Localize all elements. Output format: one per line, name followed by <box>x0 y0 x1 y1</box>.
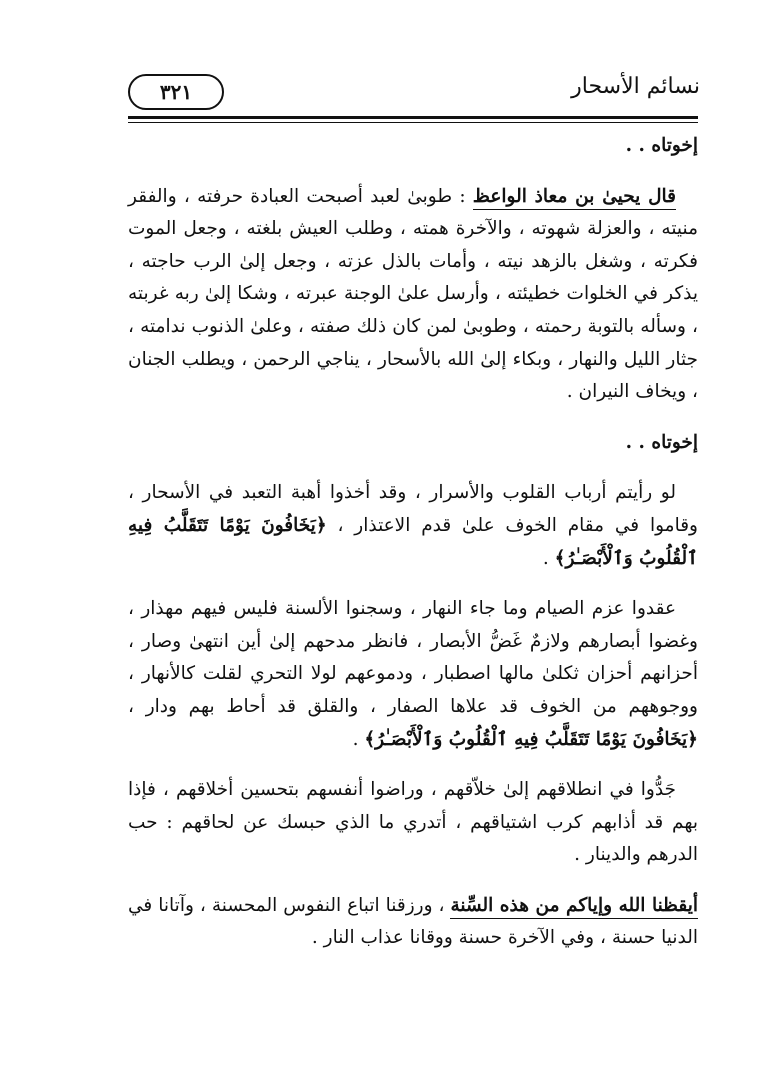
spacer <box>128 575 698 593</box>
section-heading: إخوتاه . . <box>625 135 698 156</box>
paragraph-jaddu: جَدُّوا في انطلاقهم إلىٰ خلاّقهم ، وراضوا أنفسهم بتحسين أخلاقهم ، فإذا بهم قد أذابهم كرب اشتياقهم ، أتدري ما الذي حبسك عن لحاقهم : حب الدرهم والدينار . <box>128 779 698 866</box>
paragraph-yahya-quote <box>128 181 698 409</box>
paragraph-dua <box>128 890 698 955</box>
spacer <box>128 409 698 427</box>
quran-verse: ﴿يَخَافُونَ يَوْمًا تَتَقَلَّبُ فِيهِ ٱلْقُلُوبُ وَٱلْأَبْصَـٰرُ﴾ <box>128 514 698 569</box>
running-title: نسائم الأسحار <box>571 74 700 99</box>
header-rule-thin <box>128 122 698 123</box>
spacer <box>128 872 698 890</box>
paragraph-arbab-al-qulub <box>128 477 698 575</box>
paragraph-text: عقدوا عزم الصيام وما جاء النهار ، وسجنوا الألسنة فليس فيهم مهذار ، وغضوا أبصارهم ولازمٌ غَضُّ الأبصار ، فانظر مدحهم إلىٰ أين انتهىٰ وصار ، أحزانهم أحزان ثكلىٰ مالها اصطبار ، ودموعهم لولا التحري لقلت كالأنهار ، ووجوههم من الخوف قد علاها الصفار ، والقلق قد أحاط بهم ودار ، <box>128 598 698 717</box>
paragraph-aqadu <box>128 593 698 756</box>
underlined-phrase: أيقظنا الله وإياكم من هذه السِّنة <box>450 895 698 919</box>
section-heading: إخوتاه . . <box>625 431 698 453</box>
paragraph-text: . <box>542 547 555 569</box>
underlined-phrase: قال يحيىٰ بن معاذ الواعظ <box>473 186 676 210</box>
paragraph-text: ، ورزقنا اتباع النفوس المحسنة ، وآتانا في الدنيا حسنة ، وفي الآخرة حسنة ووقانا عذاب النار . <box>128 894 698 949</box>
paragraph-text: . <box>352 728 365 750</box>
quran-verse: ﴿يَخَافُونَ يَوْمًا تَتَقَلَّبُ فِيهِ ٱلْقُلُوبُ وَٱلْأَبْصَـٰرُ﴾ <box>364 728 698 750</box>
paragraph-text: : طوبىٰ لعبد أصبحت العبادة حرفته ، والفقر منيته ، والعزلة شهوته ، والآخرة همته ، وطلب العيش بلغته ، وجعل الموت فكرته ، وشغل بالزهد نيته ، وأمات بالذل عزته ، وجعل إلىٰ الرب حاجته ، يذكر في الخلوات خطيئته ، وأرسل علىٰ الوجنة عبرته ، وشكا إلىٰ ربه غربته ، وسأله بالتوبة رحمته ، وطوبىٰ لمن كان ذلك صفته ، وعلىٰ الذنوب ندامته ، جثار الليل والنهار ، وبكاء إلىٰ الله بالأسحار ، يناجي الرحمن ، ويطلب الجنان ، ويخاف النيران . <box>128 185 698 403</box>
paragraph-text: لو رأيتم أرباب القلوب والأسرار ، وقد أخذوا أهبة التعبد في الأسحار ، وقاموا في مقام الخوف علىٰ قدم الاعتذار ، <box>128 482 698 536</box>
page-number: ٣٢١ <box>128 74 224 110</box>
header-rule-thick <box>128 116 698 119</box>
spacer <box>128 756 698 774</box>
page-body <box>128 130 698 955</box>
page-header <box>122 68 700 116</box>
